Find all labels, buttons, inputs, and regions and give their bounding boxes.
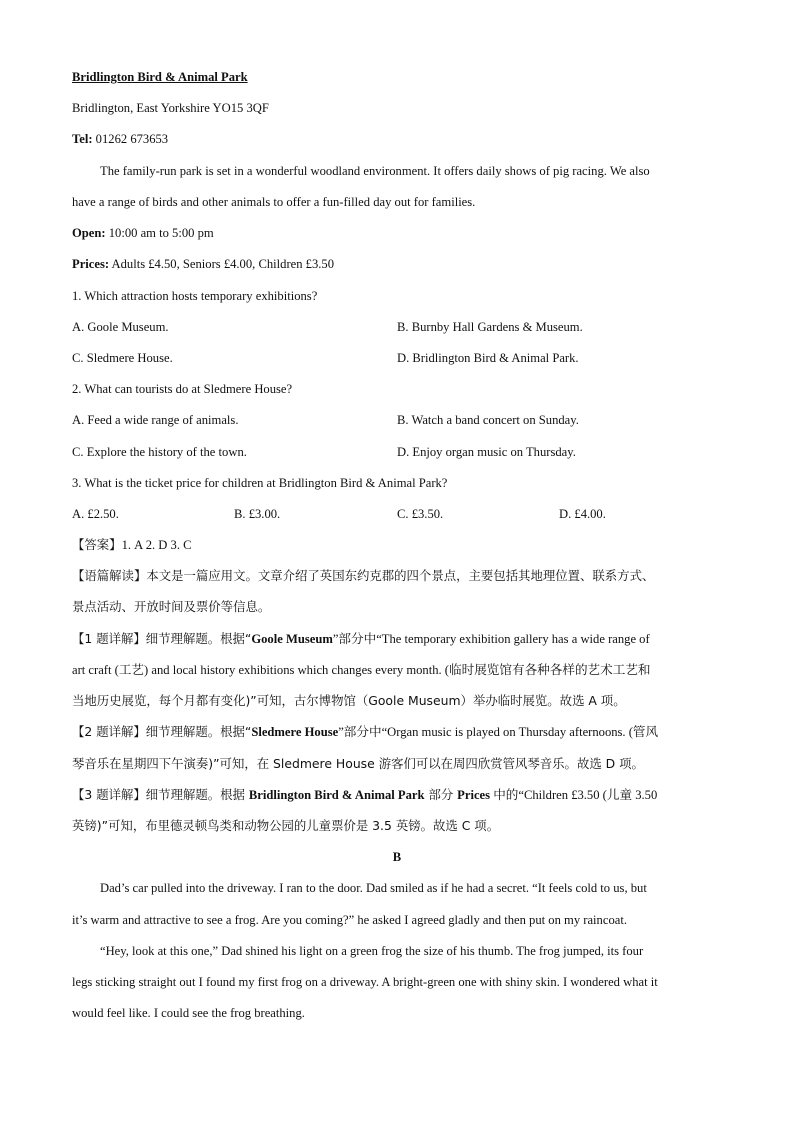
answer-value: 1. A 2. D 3. C xyxy=(121,538,192,552)
question-3-option-a: A. £2.50. xyxy=(72,507,119,521)
section-b-heading: B xyxy=(392,850,402,864)
detail-2-line-2: 琴音乐在星期四下午演奏)”可知，在 Sledmere House 游客们可以在周四欣赏管风琴音乐。故选 D 项。 xyxy=(72,756,644,771)
question-1-option-d: D. Bridlington Bird & Animal Park. xyxy=(397,351,579,365)
open-label: Open: xyxy=(72,226,106,240)
detail-3-line-2: 英镑)”可知，布里德灵顿鸟类和动物公园的儿童票价是 3.5 英镑。故选 C 项。 xyxy=(72,818,500,833)
section-b-line-2: it’s warm and attractive to see a frog. Are you coming?” he asked I agreed gladly and then put on my raincoat. xyxy=(72,913,627,927)
detail-2-bold: Sledmere House xyxy=(251,725,339,739)
analysis-line-2: 景点活动、开放时间及票价等信息。 xyxy=(72,599,271,614)
detail-1-pre: 细节理解题。根据“ xyxy=(145,631,252,646)
analysis-line-1 xyxy=(72,567,724,585)
detail-1-bold: Goole Museum xyxy=(251,632,333,646)
park-description-line-2: have a range of birds and other animals to offer a fun-filled day out for families. xyxy=(72,195,476,209)
question-1-option-a: A. Goole Museum. xyxy=(72,320,169,334)
question-1: 1. Which attraction hosts temporary exhibitions? xyxy=(72,289,318,303)
prices-label: Prices: xyxy=(72,257,110,271)
question-2-option-d: D. Enjoy organ music on Thursday. xyxy=(397,445,576,459)
detail-1-line-2: art craft (工艺) and local history exhibitions which changes every month. (临时展览馆有各种各样的艺术工艺和 xyxy=(72,663,651,677)
section-b-line-5: would feel like. I could see the frog breathing. xyxy=(72,1006,305,1020)
answer-line xyxy=(72,536,724,554)
detail-3-bold: Bridlington Bird & Animal Park xyxy=(248,788,425,802)
park-description-line-1: The family-run park is set in a wonderful woodland environment. It offers daily shows of pig racing. We also xyxy=(100,164,650,178)
tel-label: Tel: xyxy=(72,132,93,146)
detail-3-bold2: Prices xyxy=(457,788,491,802)
answer-tag: 【答案】 xyxy=(72,537,122,552)
analysis-text-1: 本文是一篇应用文。文章介绍了英国东约克郡的四个景点，主要包括其地理位置、联系方式、 xyxy=(146,568,655,583)
analysis-tag: 【语篇解读】 xyxy=(72,568,147,583)
question-1-option-b: B. Burnby Hall Gardens & Museum. xyxy=(397,320,583,334)
detail-3-line-1 xyxy=(72,786,724,804)
detail-2-pre: 细节理解题。根据“ xyxy=(145,724,252,739)
open-value: 10:00 am to 5:00 pm xyxy=(105,226,214,240)
question-3-option-d: D. £4.00. xyxy=(559,507,606,521)
section-b-line-3: “Hey, look at this one,” Dad shined his light on a green frog the size of his thumb. The frog jumped, its four xyxy=(100,944,644,958)
question-3-option-c: C. £3.50. xyxy=(397,507,444,521)
question-3-option-b: B. £3.00. xyxy=(234,507,281,521)
park-tel xyxy=(72,130,724,148)
tel-value: 01262 673653 xyxy=(92,132,169,146)
question-2-option-c: C. Explore the history of the town. xyxy=(72,445,247,459)
question-2: 2. What can tourists do at Sledmere House? xyxy=(72,382,293,396)
detail-1-line-1 xyxy=(72,630,724,648)
park-open xyxy=(72,224,724,242)
section-b-line-4: legs sticking straight out I found my first frog on a driveway. A bright-green one with shiny skin. I wondered what it xyxy=(72,975,658,989)
prices-value: Adults £4.50, Seniors £4.00, Children £3.50 xyxy=(109,257,335,271)
park-title: Bridlington Bird & Animal Park xyxy=(72,70,248,84)
detail-1-line-3: 当地历史展览，每个月都有变化)”可知，古尔博物馆（Goole Museum）举办临时展览。故选 A 项。 xyxy=(72,693,626,708)
detail-3-mid: 部分 xyxy=(424,787,458,802)
detail-1-post: ”部分中“The temporary exhibition gallery has a wide range of xyxy=(332,632,650,646)
detail-3-post: 中的“Children £3.50 (儿童 3.50 xyxy=(490,788,658,802)
section-b-line-1: Dad’s car pulled into the driveway. I ran to the door. Dad smiled as if he had a secret. “It feels cold to us, but xyxy=(100,881,647,895)
detail-1-tag: 【1 题详解】 xyxy=(72,631,146,646)
detail-2-tag: 【2 题详解】 xyxy=(72,724,146,739)
detail-3-pre: 细节理解题。根据 xyxy=(145,787,249,802)
question-1-option-c: C. Sledmere House. xyxy=(72,351,173,365)
detail-2-line-1 xyxy=(72,723,724,741)
park-address: Bridlington, East Yorkshire YO15 3QF xyxy=(72,101,269,115)
question-2-option-b: B. Watch a band concert on Sunday. xyxy=(397,413,579,427)
park-prices xyxy=(72,255,724,273)
detail-2-post: ”部分中“Organ music is played on Thursday afternoons. (管风 xyxy=(338,725,659,739)
detail-3-tag: 【3 题详解】 xyxy=(72,787,146,802)
question-2-option-a: A. Feed a wide range of animals. xyxy=(72,413,239,427)
question-3: 3. What is the ticket price for children at Bridlington Bird & Animal Park? xyxy=(72,476,448,490)
